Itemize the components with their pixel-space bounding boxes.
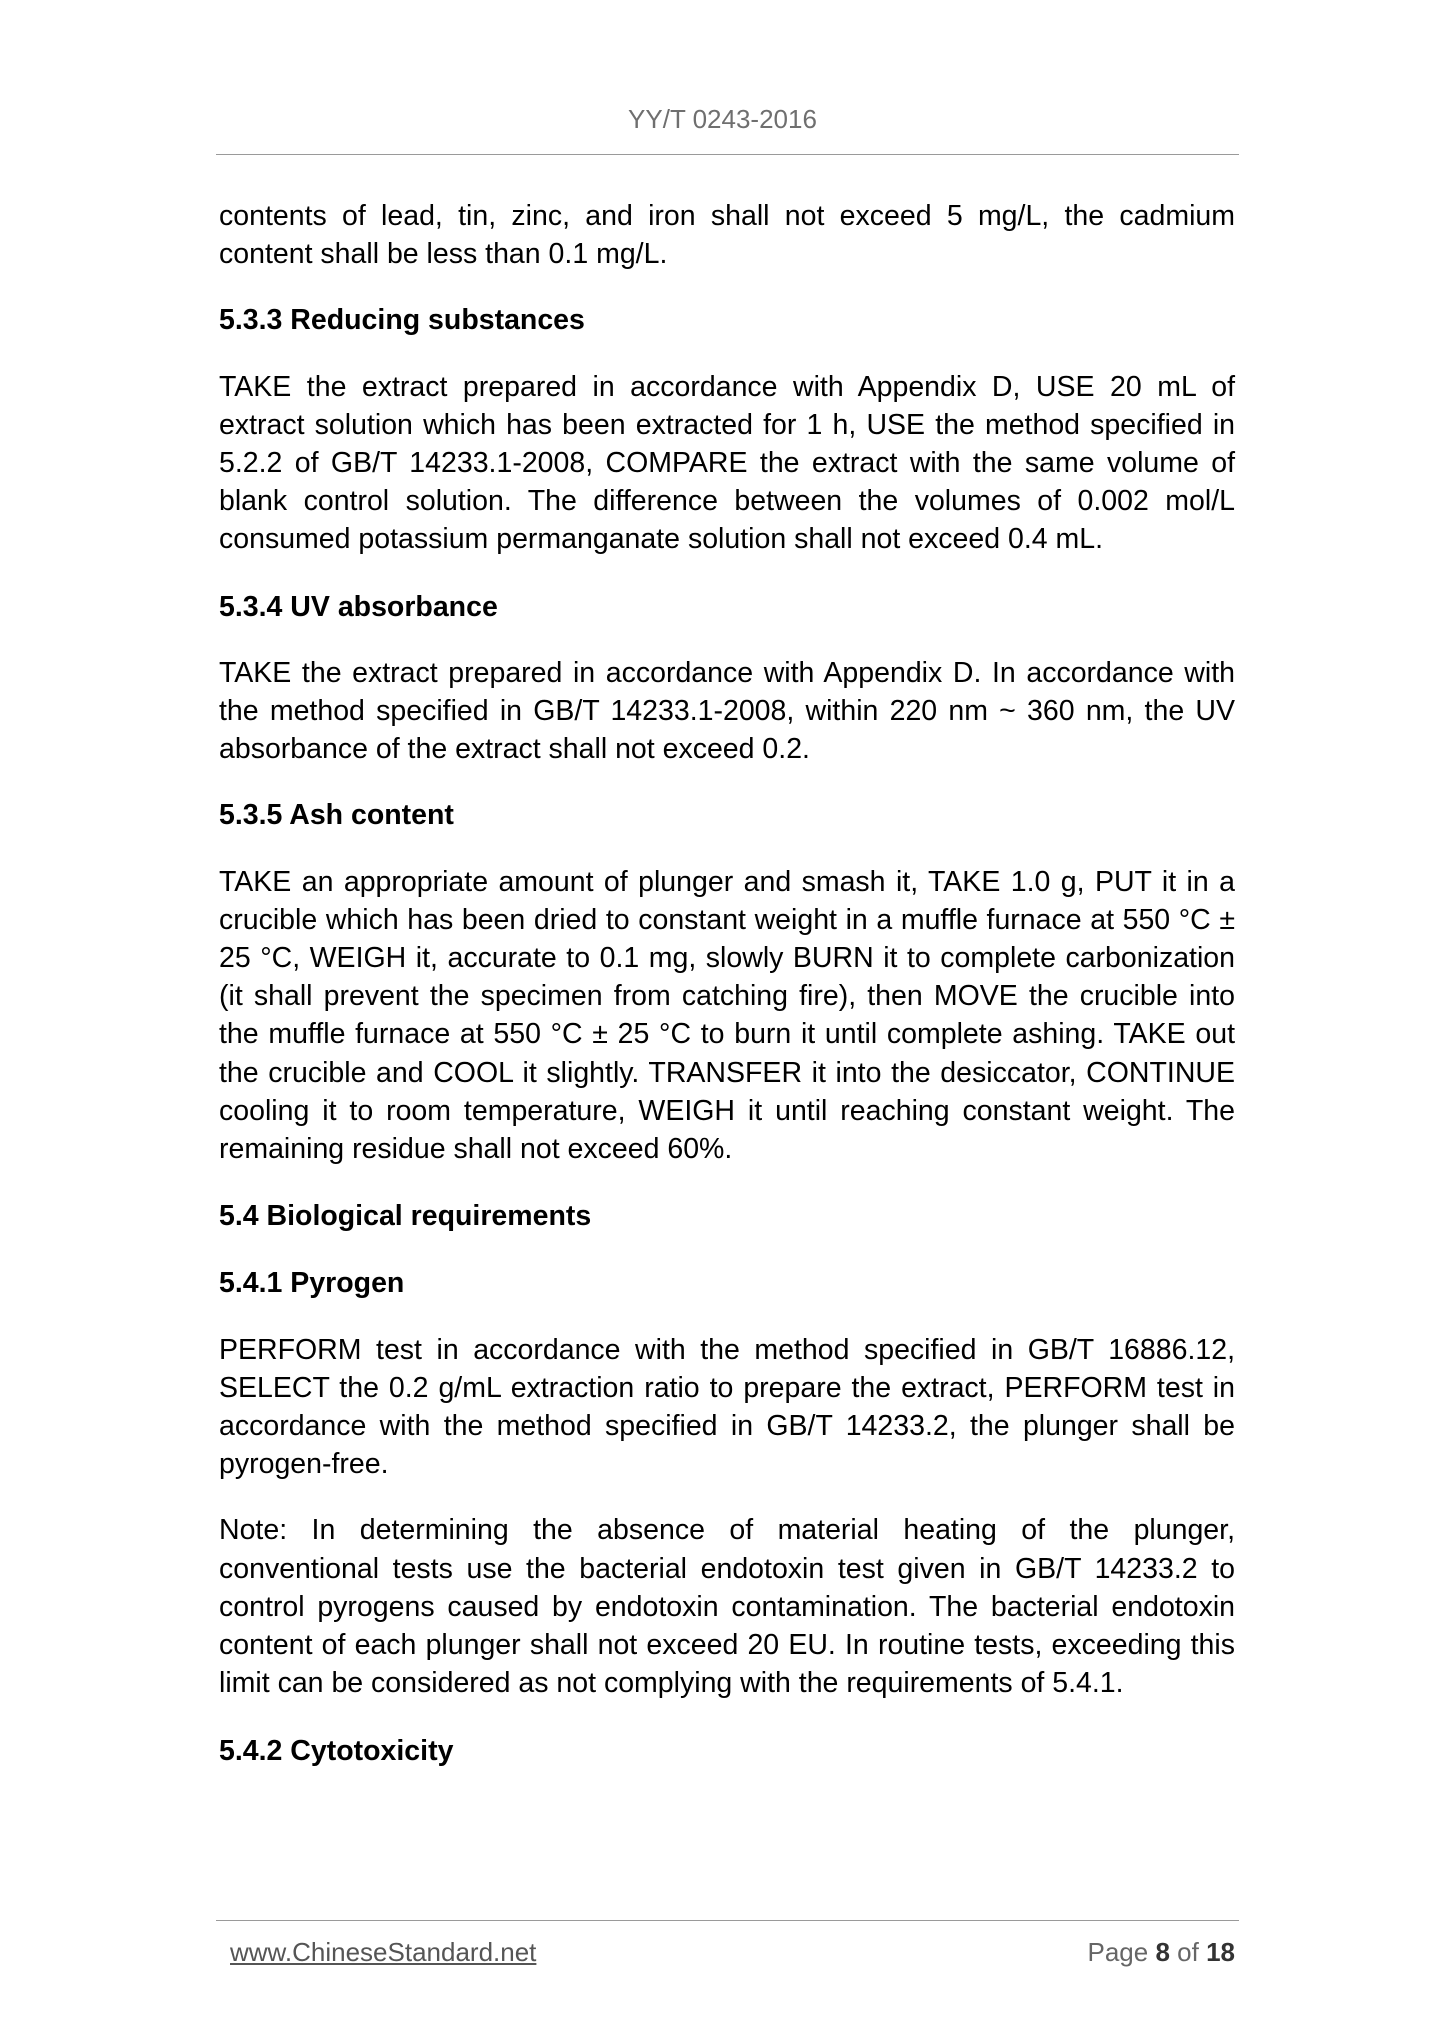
heading-5-4: 5.4 Biological requirements: [219, 1200, 592, 1233]
heading-5-4-1: 5.4.1 Pyrogen: [219, 1267, 405, 1300]
heading-5-3-3: 5.3.3 Reducing substances: [219, 304, 585, 337]
page-word: Page: [1087, 1937, 1149, 1967]
paragraph-note: Note: In determining the absence of material heating of the plunger, conventional tests use the bacterial endotoxin test given in GB/T 14233.2 to control pyrogens caused by endotoxin contamination. The bacterial endotoxin content of each plunger shall not exceed 20 EU. In routine tests, exceeding this limit can be considered as not complying with the requirements of 5.4.1.: [219, 1514, 1235, 1700]
current-page-number: 8: [1155, 1937, 1170, 1967]
heading-5-3-5: 5.3.5 Ash content: [219, 799, 454, 832]
page-counter: [1087, 1937, 1235, 1968]
heading-5-3-4: 5.3.4 UV absorbance: [219, 590, 498, 623]
document-header-id: YY/T 0243-2016: [628, 104, 817, 134]
paragraph-5-3-4: TAKE the extract prepared in accordance with Appendix D. In accordance with the method specified in GB/T 14233.1-2008, within 220 nm ~ 360 nm, the UV absorbance of the extract shall not exceed 0.2.: [219, 656, 1235, 766]
total-page-count: 18: [1206, 1937, 1235, 1967]
document-body: [219, 197, 1235, 1770]
paragraph-intro: contents of lead, tin, zinc, and iron shall not exceed 5 mg/L, the cadmium content shall be less than 0.1 mg/L.: [219, 200, 1235, 271]
website-link[interactable]: www.ChineseStandard.net: [230, 1937, 537, 1967]
footer-divider: [216, 1920, 1239, 1921]
heading-5-4-2: 5.4.2 Cytotoxicity: [219, 1734, 454, 1767]
paragraph-5-3-3: TAKE the extract prepared in accordance with Appendix D, USE 20 mL of extract solution which has been extracted for 1 h, USE the method specified in 5.2.2 of GB/T 14233.1-2008, COMPARE the extract with the same volume of blank control solution. The difference between the volumes of 0.002 mol/L consumed potassium permanganate solution shall not exceed 0.4 mL.: [219, 370, 1235, 556]
of-word: of: [1177, 1937, 1199, 1967]
page-footer: [230, 1937, 1235, 1968]
header-divider: [216, 154, 1239, 155]
paragraph-5-4-1: PERFORM test in accordance with the method specified in GB/T 16886.12, SELECT the 0.2 g/mL extraction ratio to prepare the extract, PERFORM test in accordance with the method specified in GB/T 14233.2, the plunger shall be pyrogen-free.: [219, 1333, 1235, 1481]
paragraph-5-3-5: TAKE an appropriate amount of plunger and smash it, TAKE 1.0 g, PUT it in a crucible which has been dried to constant weight in a muffle furnace at 550 °C ± 25 °C, WEIGH it, accurate to 0.1 mg, slowly BURN it to complete carbonization (it shall prevent the specimen from catching fire), then MOVE the crucible into the muffle furnace at 550 °C ± 25 °C to burn it until complete ashing. TAKE out the crucible and COOL it slightly. TRANSFER it into the desiccator, CONTINUE cooling it to room temperature, WEIGH it until reaching constant weight. The remaining residue shall not exceed 60%.: [219, 865, 1235, 1166]
